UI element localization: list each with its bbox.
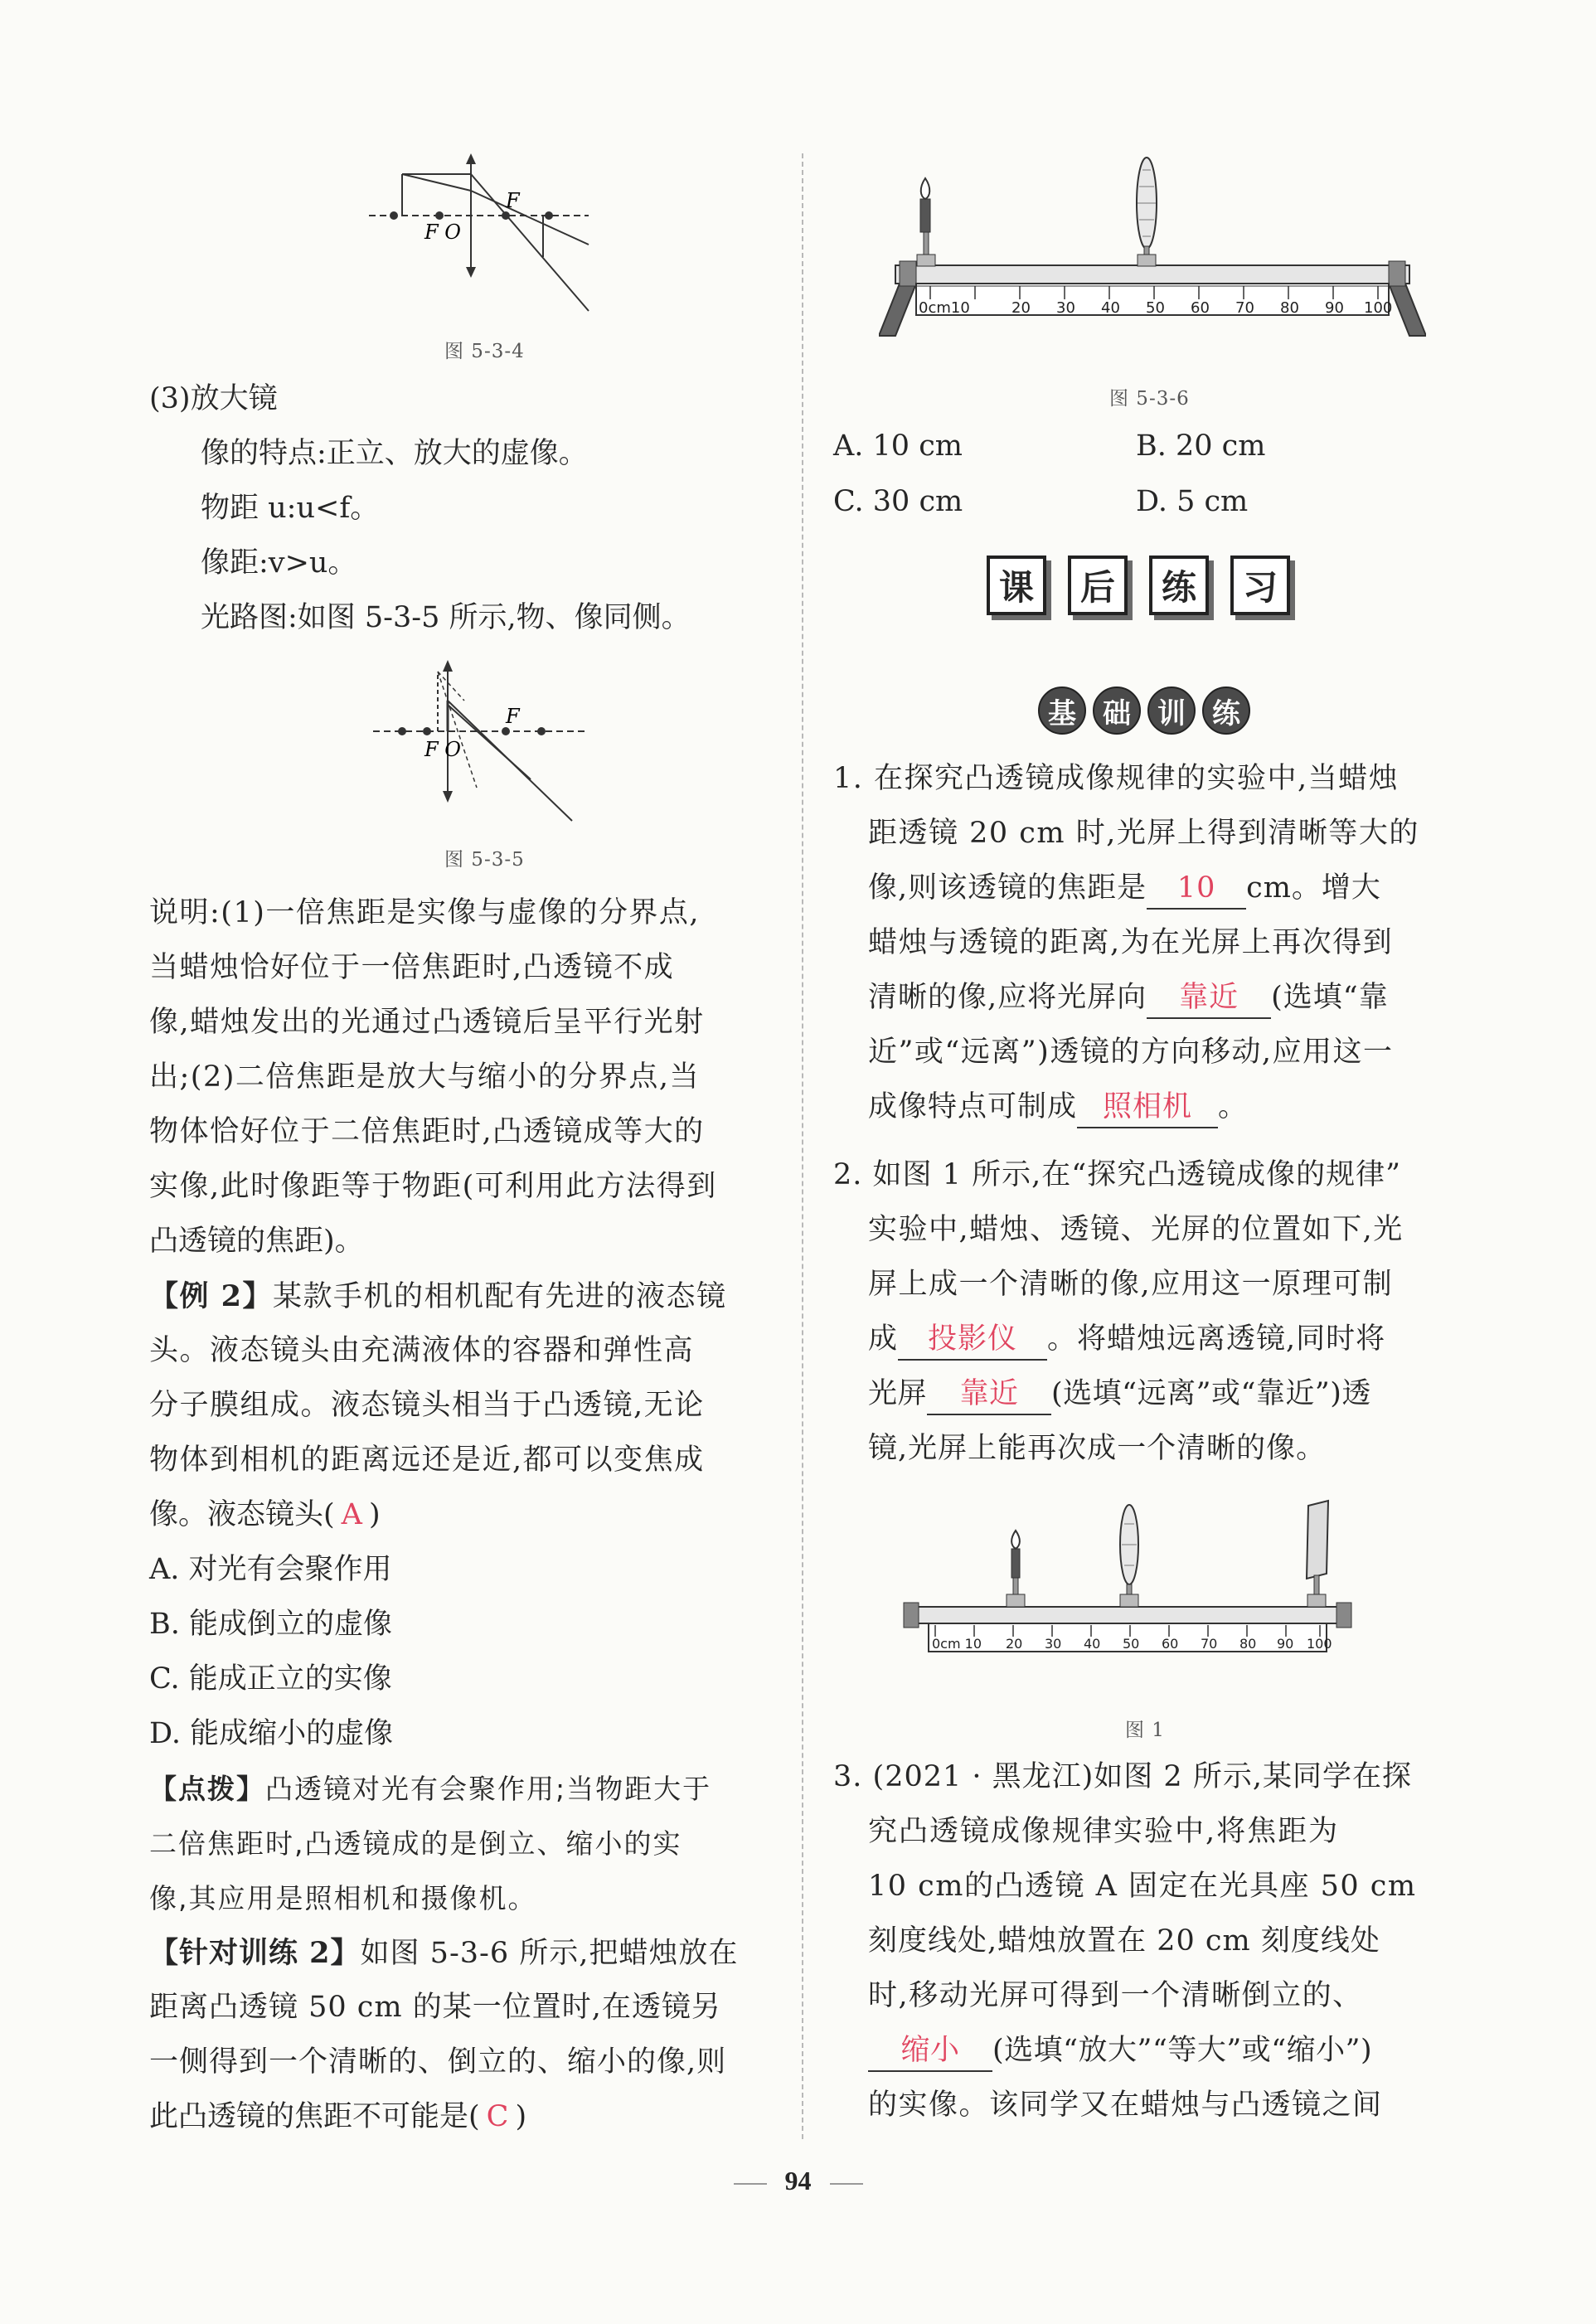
option-b: B. 20 cm	[1136, 429, 1266, 463]
answer-blank: 投影仪	[898, 1319, 1047, 1361]
example-paren-close: )	[368, 1498, 381, 1531]
hint-text: 凸透镜对光有会聚作用;当物距大于	[265, 1773, 712, 1805]
text-line: 像的特点:正立、放大的虚像。	[201, 437, 588, 470]
figure-5-3-6	[879, 153, 1426, 344]
banner-char: 练	[1149, 556, 1209, 615]
ruler-label: 70	[1201, 1636, 1218, 1652]
drill-2	[149, 1925, 738, 1982]
question-line	[833, 1312, 1385, 1367]
ruler-label: 90	[1277, 1636, 1294, 1652]
note-line: 像,蜡烛发出的光通过凸透镜后呈平行光射	[149, 1006, 705, 1039]
question-3	[833, 1749, 1412, 1805]
question-text: 在探究凸透镜成像规律的实验中,当蜡烛	[874, 762, 1400, 795]
fig534-label-f: F	[506, 189, 520, 212]
question-2	[833, 1147, 1401, 1203]
question-number: 2.	[833, 1158, 863, 1191]
question-text: (2021 · 黑龙江)如图 2 所示,某同学在探	[872, 1760, 1412, 1793]
ruler-label: 30	[1045, 1636, 1062, 1652]
fig534-label-fo: F O	[424, 221, 461, 244]
option-d: D. 能成缩小的虚像	[149, 1717, 394, 1750]
screen-icon	[1307, 1501, 1328, 1607]
page-number	[0, 2166, 1596, 2196]
answer-blank: 10	[1147, 868, 1246, 910]
answer-blank: 缩小	[868, 2030, 992, 2072]
drill-paren-close: )	[515, 2100, 527, 2133]
figure-caption: 图 5-3-4	[444, 341, 525, 362]
banner-char: 习	[1230, 556, 1290, 615]
ruler-label: 100	[1364, 299, 1393, 317]
note-line: 实像,此时像距等于物距(可利用此方法得到	[149, 1170, 717, 1203]
ruler-label: 0cm 10	[932, 1636, 982, 1652]
ruler-label: 50	[1146, 299, 1165, 317]
question-line: 时,移动光屏可得到一个清晰倒立的、	[868, 1979, 1363, 2012]
ruler-label: 20	[1011, 299, 1031, 317]
ruler-label: 0cm10	[919, 299, 970, 317]
option-a: A. 对光有会聚作用	[149, 1553, 392, 1586]
text-line: 物距 u:u<f。	[201, 492, 380, 525]
question-line	[833, 861, 1381, 916]
lens-icon	[1137, 158, 1157, 266]
section-banner-after-class	[987, 556, 1290, 615]
option-c: C. 能成正立的实像	[149, 1662, 392, 1696]
drill-line: 一侧得到一个清晰的、倒立的、缩小的像,则	[149, 2045, 727, 2079]
example-line: 分子膜组成。液态镜头相当于凸透镜,无论	[149, 1389, 705, 1422]
drill-text: 如图 5-3-6 所示,把蜡烛放在	[360, 1937, 739, 1970]
figure-caption: 图 5-3-6	[1109, 388, 1190, 410]
example-tag: 【例 2】	[149, 1279, 274, 1313]
sub-banner-char: 训	[1147, 687, 1196, 735]
question-text: 清晰的像,应将光屏向	[868, 981, 1147, 1014]
question-line: 镜,光屏上能再次成一个清晰的像。	[868, 1432, 1327, 1465]
ruler-label: 40	[1101, 299, 1120, 317]
drill-answer: C	[486, 2100, 509, 2133]
question-number: 1.	[833, 762, 864, 795]
question-line: 屏上成一个清晰的像,应用这一原理可制	[868, 1268, 1394, 1301]
ruler-label: 90	[1325, 299, 1344, 317]
question-text: (选填“放大”“等大”或“缩小”)	[992, 2034, 1373, 2067]
question-line	[833, 1080, 1248, 1135]
question-line: 近”或“远离”)透镜的方向移动,应用这一	[868, 1036, 1394, 1069]
ruler-label: 20	[1006, 1636, 1023, 1652]
question-text: 成像特点可制成	[868, 1090, 1078, 1123]
option-b: B. 能成倒立的虚像	[149, 1608, 392, 1641]
figure-caption: 图 5-3-5	[444, 849, 525, 871]
hint	[149, 1761, 711, 1817]
lens-icon	[1120, 1505, 1138, 1607]
ruler-label: 100	[1307, 1636, 1332, 1652]
ruler-label: 80	[1280, 299, 1299, 317]
ruler-label: 60	[1162, 1636, 1179, 1652]
question-line: 距透镜 20 cm 时,光屏上得到清晰等大的	[868, 817, 1419, 850]
question-1	[833, 751, 1399, 807]
sub-banner-char: 基	[1038, 687, 1086, 735]
sub-banner-char: 础	[1093, 687, 1141, 735]
example-line: 头。液态镜头由充满液体的容器和弹性高	[149, 1334, 695, 1367]
option-d: D. 5 cm	[1136, 485, 1249, 518]
option-c: C. 30 cm	[833, 485, 963, 518]
question-line: 实验中,蜡烛、透镜、光屏的位置如下,光	[868, 1213, 1404, 1246]
magnifier-title: (3)放大镜	[149, 382, 278, 415]
question-text: 。将蜡烛远离透镜,同时将	[1047, 1322, 1386, 1356]
ruler-label: 40	[1084, 1636, 1101, 1652]
question-text: 。	[1218, 1090, 1249, 1123]
ruler-label: 60	[1191, 299, 1210, 317]
question-text: cm。增大	[1246, 871, 1381, 905]
drill-question-line	[149, 2089, 526, 2145]
question-line	[833, 2023, 1372, 2079]
candle-icon	[1007, 1531, 1025, 1607]
question-line: 蜡烛与透镜的距离,为在光屏上再次得到	[868, 926, 1394, 959]
hint-tag: 【点拨】	[149, 1773, 265, 1805]
banner-char: 后	[1068, 556, 1128, 615]
ruler-label: 70	[1235, 299, 1254, 317]
question-number: 3.	[833, 1760, 863, 1793]
question-line	[833, 970, 1389, 1026]
text-line: 像距:v>u。	[201, 546, 357, 580]
example-stem: 像。液态镜头(	[149, 1498, 335, 1531]
answer-blank: 靠近	[927, 1374, 1051, 1415]
answer-blank: 照相机	[1077, 1087, 1218, 1128]
sub-banner-char: 练	[1202, 687, 1250, 735]
fig535-label-fo: F O	[424, 738, 461, 761]
candle-icon	[917, 178, 935, 266]
note-line: 物体恰好位于二倍焦距时,凸透镜成等大的	[149, 1115, 705, 1148]
fig535-label-f: F	[506, 705, 520, 728]
question-text: 成	[868, 1322, 899, 1356]
option-a: A. 10 cm	[833, 429, 963, 463]
drill-line: 距离凸透镜 50 cm 的某一位置时,在透镜另	[149, 1991, 721, 2024]
question-text: 如图 1 所示,在“探究凸透镜成像的规律”	[872, 1158, 1401, 1191]
question-text: (选填“远离”或“靠近”)透	[1051, 1377, 1371, 1410]
drill-options	[833, 419, 1455, 530]
note-line: 当蜡烛恰好位于一倍焦距时,凸透镜不成	[149, 951, 675, 984]
note-line: 出;(2)二倍焦距是放大与缩小的分界点,当	[149, 1060, 700, 1094]
example-line: 物体到相机的距离远还是近,都可以变焦成	[149, 1443, 705, 1477]
figure-caption: 图 1	[1125, 1720, 1165, 1741]
example-answer: A	[341, 1498, 362, 1531]
question-line: 的实像。该同学又在蜡烛与凸透镜之间	[868, 2089, 1383, 2122]
example-question-line	[149, 1487, 381, 1543]
text-line: 光路图:如图 5-3-5 所示,物、像同侧。	[201, 601, 691, 634]
figure-1	[895, 1499, 1360, 1673]
note-line: 凸透镜的焦距)。	[149, 1225, 364, 1258]
question-line: 刻度线处,蜡烛放置在 20 cm 刻度线处	[868, 1924, 1380, 1958]
drill-tag: 【针对训练 2】	[149, 1936, 361, 1970]
hint-line: 二倍焦距时,凸透镜成的是倒立、缩小的实	[149, 1827, 682, 1860]
question-line	[833, 1366, 1371, 1422]
answer-blank: 靠近	[1147, 978, 1271, 1019]
question-text: (选填“靠	[1271, 981, 1389, 1014]
note-line: 说明:(1)一倍焦距是实像与虚像的分界点,	[149, 896, 700, 929]
page-number-value: 94	[784, 2166, 812, 2195]
column-divider	[802, 153, 803, 2139]
question-line: 10 cm的凸透镜 A 固定在光具座 50 cm	[868, 1870, 1417, 1903]
drill-stem: 此凸透镜的焦距不可能是(	[149, 2100, 480, 2133]
figure-5-3-4	[365, 149, 638, 327]
sub-banner-basic-training	[1038, 687, 1250, 735]
question-text: 光屏	[868, 1377, 928, 1410]
example-2	[149, 1269, 727, 1325]
hint-line: 像,其应用是照相机和摄像机。	[149, 1882, 537, 1914]
question-text: 像,则该透镜的焦距是	[868, 871, 1147, 905]
ruler-label: 30	[1056, 299, 1075, 317]
ruler-label: 80	[1239, 1636, 1257, 1652]
banner-char: 课	[987, 556, 1046, 615]
ruler-label: 50	[1123, 1636, 1140, 1652]
question-line: 究凸透镜成像规律实验中,将焦距为	[868, 1815, 1340, 1848]
example-text: 某款手机的相机配有先进的液态镜	[273, 1280, 727, 1313]
figure-5-3-5	[365, 655, 597, 829]
